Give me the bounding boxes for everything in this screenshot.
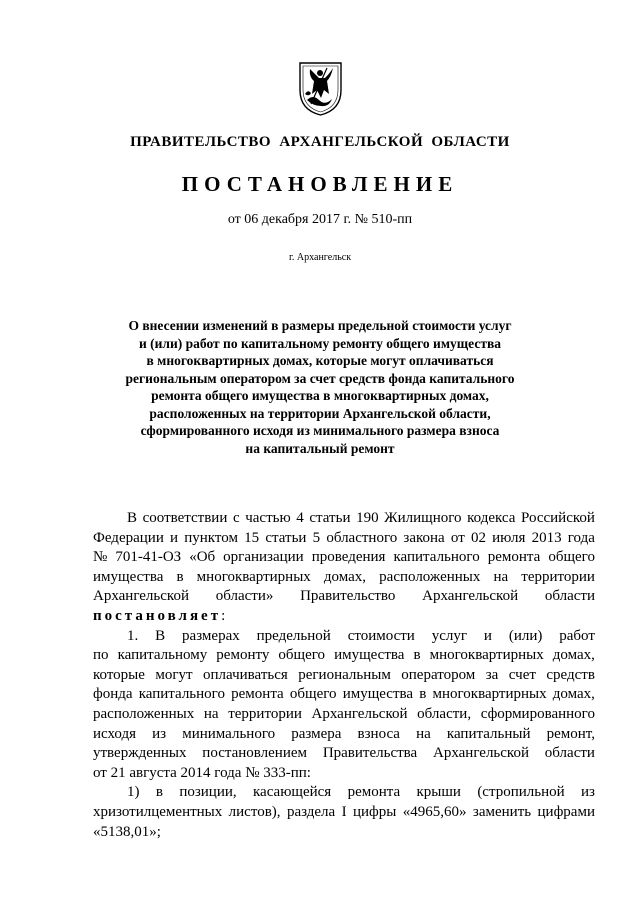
body-line: № 701-41-ОЗ «Об организации проведения капитального ремонта общего	[93, 549, 595, 566]
document-type: ПОСТАНОВЛЕНИЕ	[181, 172, 459, 196]
body-line: Архангельской области» Правительство Архангельской области	[93, 588, 595, 605]
body-line: от 21 августа 2014 года № 333-пп:	[93, 764, 311, 781]
subject-line: региональным оператором за счет средств фонда капитального	[125, 370, 515, 386]
government-title: ПРАВИТЕЛЬСТВО АРХАНГЕЛЬСКОЙ ОБЛАСТИ	[130, 134, 510, 150]
decree-colon: :	[221, 607, 226, 624]
subject-line: на капитальный ремонт	[245, 440, 395, 456]
subject-line: в многоквартирных домах, которые могут оплачиваться	[146, 353, 494, 368]
document-subject	[100, 317, 540, 457]
coat-of-arms-icon	[297, 60, 344, 117]
body-line: 1) в позиции, касающейся ремонта крыши (стропильной из	[127, 784, 595, 801]
body-line: которые могут оплачиваться региональным оператором за счет средств	[93, 666, 595, 683]
document-body	[93, 509, 595, 842]
body-line: хризотилцементных листов), раздела I цифры «4965,60» заменить цифрами	[93, 803, 595, 820]
body-line: исходя из минимального размера взноса на капитальный ремонт,	[93, 725, 595, 742]
body-line: Федерации и пунктом 15 статьи 5 областного закона от 02 июля 2013 года	[93, 529, 595, 546]
subject-line: О внесении изменений в размеры предельной стоимости услуг	[128, 318, 512, 333]
subject-line: сформированного исходя из минимального размера взноса	[140, 423, 500, 438]
subject-line: расположенных на территории Архангельской области,	[149, 405, 491, 421]
decree-line	[93, 607, 595, 627]
body-line: по капитальному ремонту общего имущества в многоквартирных домах,	[93, 647, 595, 664]
decree-word: постановляет	[93, 607, 222, 624]
body-line: имущества в многоквартирных домах, расположенных на территории	[93, 568, 595, 585]
body-line: В соответствии с частью 4 статьи 190 Жилищного кодекса Российской	[127, 510, 595, 526]
document-city: г. Архангельск	[288, 252, 352, 263]
document-date-number: от 06 декабря 2017 г. № 510-пп	[227, 212, 413, 227]
subject-line: ремонта общего имущества в многоквартирных домах,	[151, 388, 489, 403]
item-1-paragraph	[93, 627, 595, 784]
body-line: расположенных на территории Архангельской области, сформированного	[93, 705, 595, 722]
subitem-1-paragraph	[93, 783, 595, 842]
subject-line: и (или) работ по капитальному ремонту общего имущества	[138, 335, 501, 351]
body-line: утвержденных постановлением Правительства Архангельской области	[93, 745, 595, 762]
body-line: фонда капитального ремонта общего имущества в многоквартирных домах,	[93, 686, 595, 703]
body-line: «5138,01»;	[93, 823, 161, 840]
preamble-paragraph	[93, 509, 595, 627]
body-line: 1. В размерах предельной стоимости услуг и (или) работ	[127, 627, 595, 644]
